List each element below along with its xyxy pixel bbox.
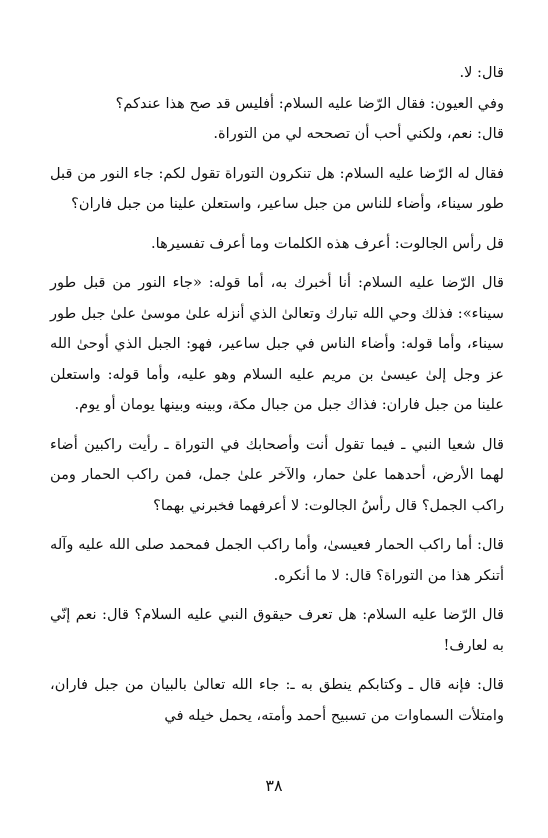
paragraph-4: فقال له الرّضا عليه السلام: هل تنكرون التوراة تقول لكم: جاء النور من قبل طور سيناء، وأضاء للناس من جبل ساعير، واستعلن علينا من جبل فاران؟ xyxy=(50,164,504,212)
paragraph-1: قال: لا. xyxy=(459,64,504,81)
paragraph-7: قال شعيا النبي ـ فيما تقول أنت وأصحابك في التوراة ـ رأيت راكبين أضاء لهما الأرض، أحدهما علىٰ حمار، والآخر علىٰ جمل، فمن راكب الحمار ومن راكب الجمل؟ قال رأسُ الجالوت: لا أعرفهما فخبرني بهما؟ xyxy=(50,435,504,514)
paragraph-5: قل رأس الجالوت: أعرف هذه الكلمات وما أعرف تفسيرها. xyxy=(151,234,504,252)
paragraph-2: وفي العيون: فقال الرّضا عليه السلام: أفليس قد صح هذا عندكم؟ xyxy=(115,94,504,112)
paragraph-8: قال: أما راكب الحمار فعيسىٰ، وأما راكب الجمل فمحمد صلى الله عليه وآله أتنكر هذا من التوراة؟ قال: لا ما أنكره. xyxy=(50,536,504,584)
page-number: ٣٨ xyxy=(265,776,283,795)
paragraph-9: قال الرّضا عليه السلام: هل تعرف حيقوق النبي عليه السلام؟ قال: نعم إنّي به لعارف! xyxy=(50,606,504,654)
paragraph-10: قال: فإنه قال ـ وكتابكم ينطق به ـ: جاء الله تعالىٰ بالبيان من جبل فاران، وامتلأت السماوات من تسبيح أحمد وأمته، يحمل خيله في xyxy=(50,676,504,724)
paragraph-6: قال الرّضا عليه السلام: أنا أخبرك به، أما قوله: «جاء النور من قبل طور سيناء»: فذلك وحي الله تبارك وتعالىٰ الذي أنزله علىٰ موسىٰ علىٰ جبل طور سيناء، وأما قوله: وأضاء الناس في جبل ساعير، فهو: الجبل الذي أوحىٰ الله عز وجل إلىٰ عيسىٰ بن مريم عليه السلام وهو عليه، وأما قوله: واستعلن علينا من جبل فاران: فذاك جبل من جبال مكة، وبينه وبينها يومان أو يوم. xyxy=(50,274,504,413)
paragraph-3: قال: نعم، ولكني أحب أن تصححه لي من التوراة. xyxy=(213,125,504,142)
